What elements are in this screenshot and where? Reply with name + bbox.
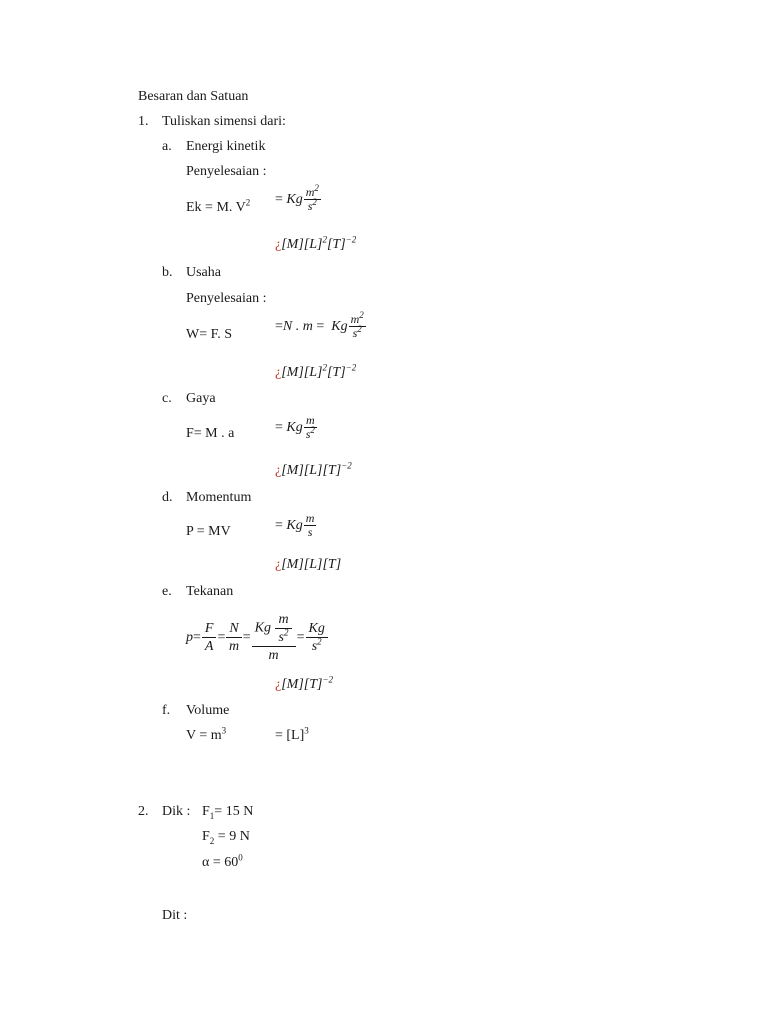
item-d-name: Momentum <box>186 490 252 505</box>
item-a-dimension: ¿$[M][L]^2[T]^{-2}$ <box>275 234 357 252</box>
item-b-dimension: ¿$[M][L]^2[T]^{-2}$ <box>275 362 357 380</box>
item-f-unit: = $[L]^3$ <box>275 725 309 743</box>
item-b-name: Usaha <box>186 265 221 280</box>
item-b-letter: b. <box>162 265 173 280</box>
item-d-formula: P = MV <box>186 524 231 539</box>
fraction: $\frac{N}{m}$ <box>226 620 241 655</box>
item-a-letter: a. <box>162 139 172 154</box>
fraction: $\frac{m}{s}$ <box>305 511 315 539</box>
item-e-letter: e. <box>162 584 172 599</box>
item-f-formula: $V = m^3$ <box>186 725 227 743</box>
item-a-solution-label: Penyelesaian : <box>186 164 267 179</box>
item-f-letter: f. <box>162 703 171 718</box>
question-1-number: 1. <box>138 114 149 129</box>
question-2-number: 2. <box>138 804 149 819</box>
item-f-name: Volume <box>186 703 230 718</box>
given-alpha: $\alpha = 60^0$ <box>202 852 243 870</box>
item-a-name: Energi kinetik <box>186 139 266 154</box>
item-c-letter: c. <box>162 391 172 406</box>
fraction: Kg $\frac{m}{s^2}$ m <box>252 611 296 664</box>
item-e-formula: p = $\frac{F}{A}$ = $\frac{N}{m}$ = Kg $\frac{m}{s^2}$ m = $\frac{Kg}{s^2}$ <box>186 611 329 664</box>
item-c-name: Gaya <box>186 391 216 406</box>
item-c-dimension: ¿$[M][L][T]^{-2}$ <box>275 460 352 478</box>
item-b-formula: W= F. S <box>186 327 233 342</box>
fraction: $\frac{F}{A}$ <box>202 620 217 655</box>
question-1-prompt: Tuliskan simensi dari: <box>162 114 286 129</box>
item-d-dimension: ¿[M][L][T] <box>275 557 342 572</box>
fraction: $\frac{m^2}{s^2}$ <box>350 310 364 340</box>
fraction: $\frac{m^2}{s^2}$ <box>305 183 319 213</box>
item-b-solution-label: Penyelesaian : <box>186 291 267 306</box>
item-c-formula: F= M . a <box>186 426 235 441</box>
page-title: Besaran dan Satuan <box>138 89 249 104</box>
item-e-name: Tekanan <box>186 584 234 599</box>
item-e-dimension: ¿$[M][T]^{-2}$ <box>275 674 334 692</box>
question-2-dit-label: Dit : <box>162 908 188 923</box>
given-f2: $F_2 = 9$ N <box>202 829 250 846</box>
given-f1: $F_1= 15$ N <box>202 804 254 821</box>
item-c-unit: = Kg $\frac{m}{s^2}$ <box>275 413 315 441</box>
item-d-letter: d. <box>162 490 173 505</box>
item-a-unit: = Kg $\frac{m^2}{s^2}$ <box>275 183 319 213</box>
question-2-dik-label: Dik : <box>162 804 191 819</box>
fraction: $\frac{m}{s^2}$ <box>305 413 315 441</box>
item-a-formula: Ek = M. $V^2$ <box>186 197 251 215</box>
item-d-unit: = Kg $\frac{m}{s}$ <box>275 511 315 539</box>
item-b-unit: = N . m = Kg $\frac{m^2}{s^2}$ <box>275 310 364 340</box>
fraction: $\frac{Kg}{s^2}$ <box>306 620 328 655</box>
